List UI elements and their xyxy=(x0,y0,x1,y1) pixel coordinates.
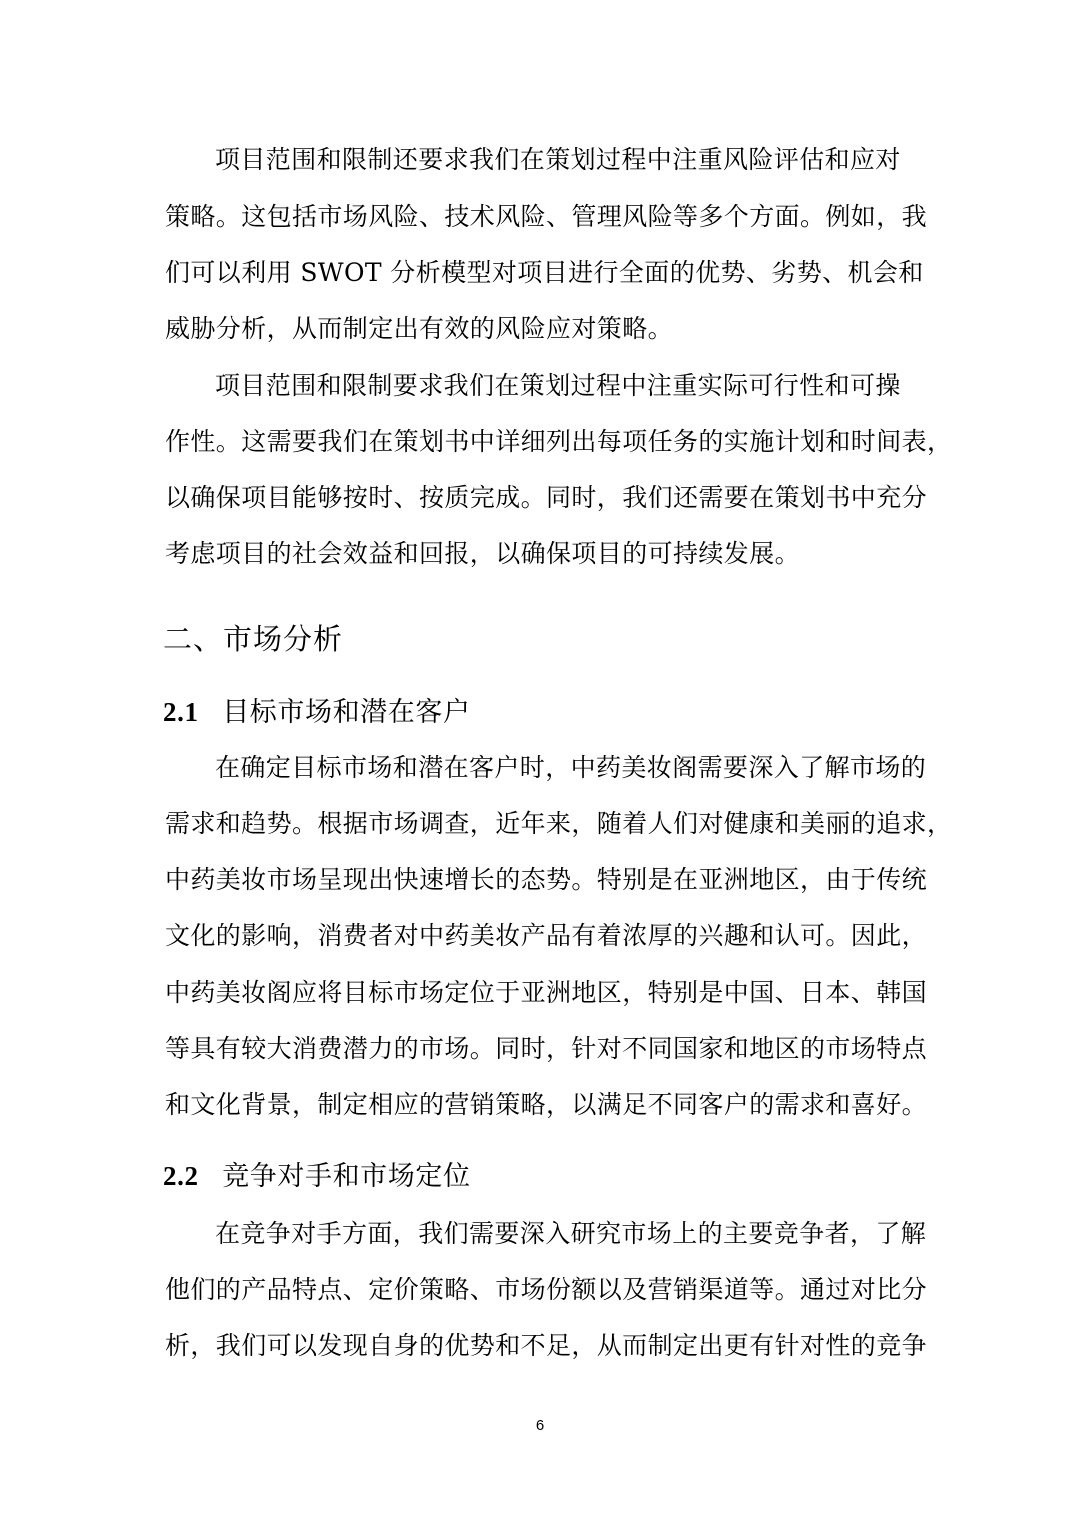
paragraph-1-line-3: 们可以利用 SWOT 分析模型对项目进行全面的优势、劣势、机会和 xyxy=(165,258,924,287)
paragraph-2-line-2: 作性。这需要我们在策划书中详细列出每项任务的实施计划和时间表， xyxy=(165,427,953,456)
subsection-2-2-line-1: 在竞争对手方面，我们需要深入研究市场上的主要竞争者，了解 xyxy=(215,1219,927,1248)
subsection-2-2-line-3: 析，我们可以发现自身的优势和不足，从而制定出更有针对性的竞争 xyxy=(165,1331,928,1360)
subsection-heading-2-2 xyxy=(163,1158,471,1195)
section-heading: 二、市场分析 xyxy=(163,622,344,656)
paragraph-2-line-3: 以确保项目能够按时、按质完成。同时，我们还需要在策划书中充分 xyxy=(165,483,928,512)
subsection-2-1-line-7: 和文化背景，制定相应的营销策略，以满足不同客户的需求和喜好。 xyxy=(165,1090,928,1119)
paragraph-1-line-1: 项目范围和限制还要求我们在策划过程中注重风险评估和应对 xyxy=(215,145,901,174)
page-number: 6 xyxy=(535,1417,545,1434)
subsection-number: 2.2 xyxy=(163,1161,199,1191)
paragraph-1-line-4: 威胁分析，从而制定出有效的风险应对策略。 xyxy=(165,314,674,343)
subsection-title: 竞争对手和市场定位 xyxy=(222,1161,471,1192)
subsection-2-1-line-3: 中药美妆市场呈现出快速增长的态势。特别是在亚洲地区，由于传统 xyxy=(165,865,928,894)
paragraph-1-line-2: 策略。这包括市场风险、技术风险、管理风险等多个方面。例如，我 xyxy=(165,202,928,231)
paragraph-2-line-1: 项目范围和限制要求我们在策划过程中注重实际可行性和可操 xyxy=(215,371,901,400)
subsection-2-1-line-6: 等具有较大消费潜力的市场。同时，针对不同国家和地区的市场特点 xyxy=(165,1034,928,1063)
subsection-2-2-line-2: 他们的产品特点、定价策略、市场份额以及营销渠道等。通过对比分 xyxy=(165,1275,928,1304)
subsection-title: 目标市场和潜在客户 xyxy=(222,697,471,728)
subsection-2-1-line-2: 需求和趋势。根据市场调查，近年来，随着人们对健康和美丽的追求， xyxy=(165,809,953,838)
subsection-number: 2.1 xyxy=(163,697,199,727)
subsection-2-1-line-4: 文化的影响，消费者对中药美妆产品有着浓厚的兴趣和认可。因此， xyxy=(165,921,928,950)
subsection-2-1-line-1: 在确定目标市场和潜在客户时，中药美妆阁需要深入了解市场的 xyxy=(215,753,927,782)
subsection-heading-2-1 xyxy=(163,694,471,731)
paragraph-2-line-4: 考虑项目的社会效益和回报，以确保项目的可持续发展。 xyxy=(165,539,801,568)
subsection-2-1-line-5: 中药美妆阁应将目标市场定位于亚洲地区，特别是中国、日本、韩国 xyxy=(165,978,928,1007)
